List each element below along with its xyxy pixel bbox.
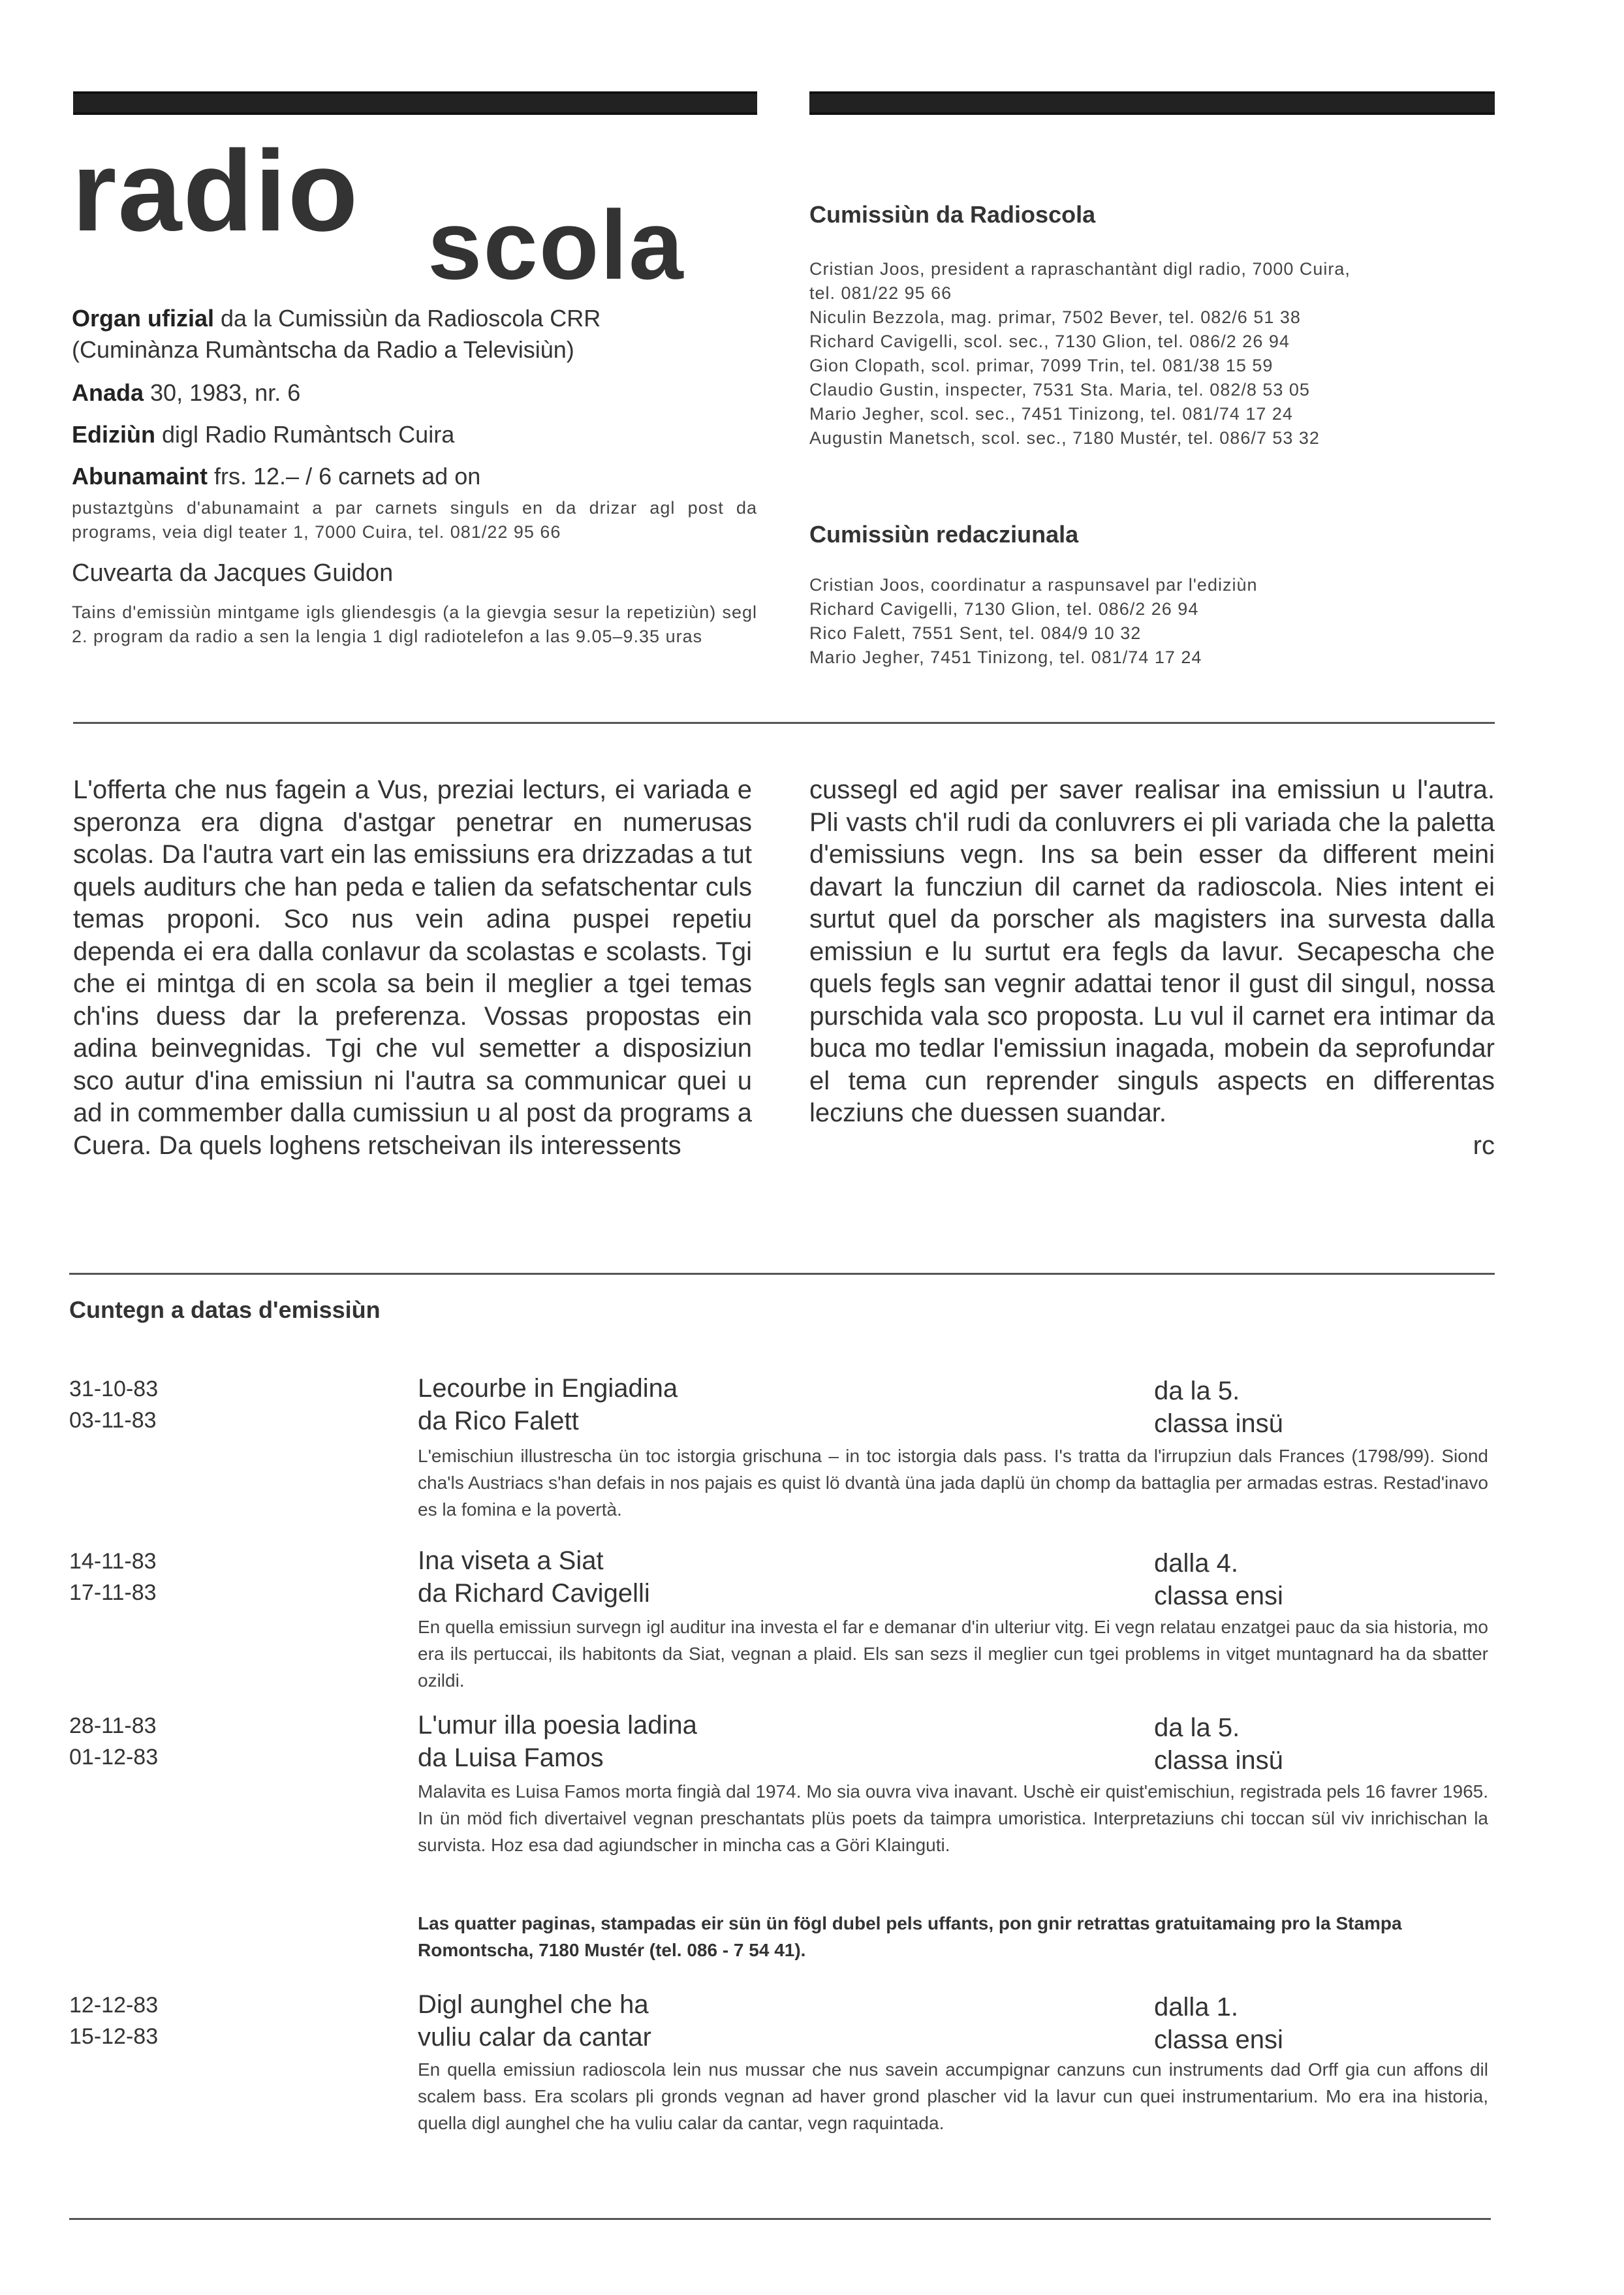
toc-class-2: classa ensi xyxy=(1154,1582,1283,1610)
editorial-list xyxy=(809,573,1495,670)
toc-entry-desc: L'emischiun illustrescha ün toc istorgia grischuna – in toc istorgia dals pass. I's tratta da l'irrupziun dals Frances (1798/99). Siond cha'ls Austriacs s'han defais in nos pajais es quist lö dvantà üna jada daplü ün chomp da battaglia per armadas estras. Restad'inavo es la fomina e la povertà. xyxy=(418,1446,1488,1520)
toc-entry-author: da Luisa Famos xyxy=(418,1743,604,1772)
imprint-anada xyxy=(72,377,764,409)
toc-entry-title xyxy=(418,1709,697,1774)
toc-entry-author: da Rico Falett xyxy=(418,1407,579,1435)
commission-member: Cristian Joos, president a rapraschantànt digl radio, 7000 Cuira, xyxy=(809,259,1351,279)
toc-class-2: classa insü xyxy=(1154,1746,1283,1775)
toc-date xyxy=(69,1990,158,2052)
imprint-ediziun xyxy=(72,419,764,450)
commission-member: Gion Clopath, scol. primar, 7099 Trin, tel. 081/38 15 59 xyxy=(809,356,1273,375)
toc-entry-class xyxy=(1154,1547,1283,1612)
toc-entry-author: vuliu calar da cantar xyxy=(418,2023,651,2052)
toc-entry-class xyxy=(1154,1375,1283,1440)
toc-title: Cuntegn a datas d'emissiùn xyxy=(69,1296,381,1323)
divider-bottom xyxy=(69,2218,1491,2220)
toc-entry-title-line: Lecourbe in Engiadina xyxy=(418,1374,678,1403)
toc-entry-title-line: L'umur illa poesia ladina xyxy=(418,1711,697,1740)
commission-member: Augustin Manetsch, scol. sec., 7180 Mustér, tel. 086/7 53 32 xyxy=(809,428,1320,448)
intro-column-1: L'offerta che nus fagein a Vus, preziai lecturs, ei variada e speronza era digna d'astgar penetrar en numerusas scolas. Da l'autra vart ein las emissiuns era drizzadas a tut quels auditurs che han peda e talien da sefatschentar culs temas proponi. Sco nus vein adina puspei repetiu dependa ei era dalla conlavur da scolastas e scolasts. Tgi che ei mintga di en scola sa bein il meglier a tgei temas ch'ins duess dar la preferenza. Vossas propostas ein adina beinvegnidas. Tgi che vul semetter a disposiziun sco autur d'ina emissiun ni l'autra sa communicar quei u ad in commember dalla cumissiun u al post da programs a Cuera. Da quels loghens retscheivan ils interessents xyxy=(73,775,752,1160)
editorial-member: Rico Falett, 7551 Sent, tel. 084/9 10 32 xyxy=(809,623,1142,643)
abunamaint-label: Abunamaint xyxy=(72,463,208,490)
masthead-scola: scola xyxy=(428,190,685,300)
toc-class-1: dalla 1. xyxy=(1154,1993,1238,2022)
divider-mid xyxy=(69,1273,1495,1275)
intro-column-2-text: cussegl ed agid per saver realisar ina emissiun u l'autra. Pli vasts ch'il rudi da conluvrers ei pli variada che la paletta d'emissiuns vegn. Ins sa bein esser da different meini davart la funcziun dil carnet da radioscola. Nies intent ei surtut quel da porscher als magisters ina survesta dalla emissiun e lu surtut era fegls da lavur. Secapescha che quels fegls san vegnir adattai tenor il gust dil singul, nossa purschida vala sco proposta. Lu vul il carnet era intimar da buca mo tedlar l'emissiun inagada, mobein da seprofundar el tema cun reprender singuls aspects en differentas lecziuns che duessen suandar. xyxy=(809,775,1495,1127)
toc-entry-desc: En quella emissiun survegn igl auditur ina investa el far e demanar d'in ulteriur vitg. Ei vegn relatau enzatgei pauc da sia historia, mo era ils pertuccai, ils habitonts da Siat, vegnan a plaid. Els san sezs il meglier cun tgei problems in vitget muntagnard ha da sbatter ozildi. xyxy=(418,1617,1488,1691)
toc-date-2: 01-12-83 xyxy=(69,1745,159,1770)
imprint-abunamaint xyxy=(72,461,764,492)
commission-title: Cumissiùn da Radioscola xyxy=(809,201,1096,228)
toc-entry-title xyxy=(418,1988,651,2053)
toc-date-1: 12-12-83 xyxy=(69,1993,159,2018)
divider-top xyxy=(73,722,1495,724)
toc-entry-author: da Richard Cavigelli xyxy=(418,1579,650,1608)
toc-entry-desc: Malavita es Luisa Famos morta fingià dal 1974. Mo sia ouvra viva inavant. Uschè eir quist'emischiun, registrada pels 16 favrer 1965. In ün möd fich divertaivel vegnan preschantats plüs poets da taimpra umoristica. Interpretaziuns chi toccan sül viv inrichischan la survista. Hoz esa dad agiundscher in mincha cas a Göri Klainguti. xyxy=(418,1781,1488,1855)
toc-class-1: da la 5. xyxy=(1154,1377,1240,1405)
toc-entry-desc: En quella emissiun radioscola lein nus mussar che nus savein accumpignar canzuns cun instruments dad Orff gia cun affons dil scalem bass. Era scolars pli gronds vegnan ad haver grond plascher vid la lavur cun quei instrumentarium. Mo era ina historia, quella digl aunghel che ha vuliu calar da cantar, vegn raquintada. xyxy=(418,2059,1488,2133)
toc-date-2: 03-11-83 xyxy=(69,1408,157,1433)
toc-date-2: 15-12-83 xyxy=(69,2024,159,2049)
editorial-member: Cristian Joos, coordinatur a raspunsavel par l'ediziùn xyxy=(809,575,1258,595)
imprint-tains: Tains d'emissiùn mintgame igls gliendesgis (a la gievgia sesur la repetiziùn) segl 2. program da radio a sen la lengia 1 digl radiotelefon a las 9.05–9.35 uras xyxy=(72,602,757,646)
toc-entry-title-line: Ina viseta a Siat xyxy=(418,1546,604,1575)
toc-date-1: 31-10-83 xyxy=(69,1377,159,1401)
commission-member: Richard Cavigelli, scol. sec., 7130 Glion, tel. 086/2 26 94 xyxy=(809,332,1290,351)
toc-entry-title xyxy=(418,1372,678,1437)
commission-list xyxy=(809,257,1495,450)
anada-label: Anada xyxy=(72,379,144,406)
toc-entry-class xyxy=(1154,1991,1283,2056)
organ-text-2: (Cuminànza Rumàntscha da Radio a Televisiùn) xyxy=(72,336,574,363)
toc-class-2: classa ensi xyxy=(1154,2025,1283,2054)
intro-signature: rc xyxy=(1473,1131,1495,1160)
toc-date xyxy=(69,1373,158,1436)
anada-text: 30, 1983, nr. 6 xyxy=(144,379,301,406)
masthead-radio: radio xyxy=(72,127,360,255)
header-bar-right xyxy=(809,91,1495,115)
organ-text: da la Cumissiùn da Radioscola CRR xyxy=(214,305,601,332)
imprint-organ xyxy=(72,303,764,366)
editorial-member: Mario Jegher, 7451 Tinizong, tel. 081/74 17 24 xyxy=(809,648,1202,667)
toc-note: Las quatter paginas, stampadas eir sün ün fögl dubel pels uffants, pon gnir retrattas gratuitamaing pro la Stampa Romontscha, 7180 Mustér (tel. 086 - 7 54 41). xyxy=(418,1913,1402,1960)
toc-date-1: 28-11-83 xyxy=(69,1713,157,1738)
toc-entry-title xyxy=(418,1544,650,1610)
toc-date xyxy=(69,1546,157,1608)
ediziun-label: Ediziùn xyxy=(72,421,155,448)
toc-date xyxy=(69,1710,158,1773)
editorial-member: Richard Cavigelli, 7130 Glion, tel. 086/2 26 94 xyxy=(809,599,1199,619)
abunamaint-note: pustaztgùns d'abunamaint a par carnets singuls en da drizar agl post da programs, veia digl teater 1, 7000 Cuira, tel. 081/22 95 66 xyxy=(72,498,757,542)
commission-member: Niculin Bezzola, mag. primar, 7502 Bever, tel. 082/6 51 38 xyxy=(809,307,1301,327)
commission-member: tel. 081/22 95 66 xyxy=(809,283,952,303)
commission-member: Mario Jegher, scol. sec., 7451 Tinizong, tel. 081/74 17 24 xyxy=(809,404,1293,424)
commission-member: Claudio Gustin, inspecter, 7531 Sta. Maria, tel. 082/8 53 05 xyxy=(809,380,1310,399)
toc-date-1: 14-11-83 xyxy=(69,1549,157,1574)
editorial-title: Cumissiùn redacziunala xyxy=(809,521,1079,548)
abunamaint-text: frs. 12.– / 6 carnets ad on xyxy=(208,463,481,490)
toc-class-1: dalla 4. xyxy=(1154,1549,1238,1578)
toc-date-2: 17-11-83 xyxy=(69,1580,157,1605)
ediziun-text: digl Radio Rumàntsch Cuira xyxy=(155,421,455,448)
toc-class-2: classa insü xyxy=(1154,1409,1283,1438)
imprint-cuvearta: Cuvearta da Jacques Guidon xyxy=(72,559,394,587)
intro-column-2 xyxy=(809,774,1495,1162)
toc-entry-title-line: Digl aunghel che ha xyxy=(418,1990,649,2019)
toc-class-1: da la 5. xyxy=(1154,1713,1240,1742)
toc-entry-class xyxy=(1154,1711,1283,1777)
header-bar-left xyxy=(73,91,757,115)
organ-label: Organ ufizial xyxy=(72,305,215,332)
